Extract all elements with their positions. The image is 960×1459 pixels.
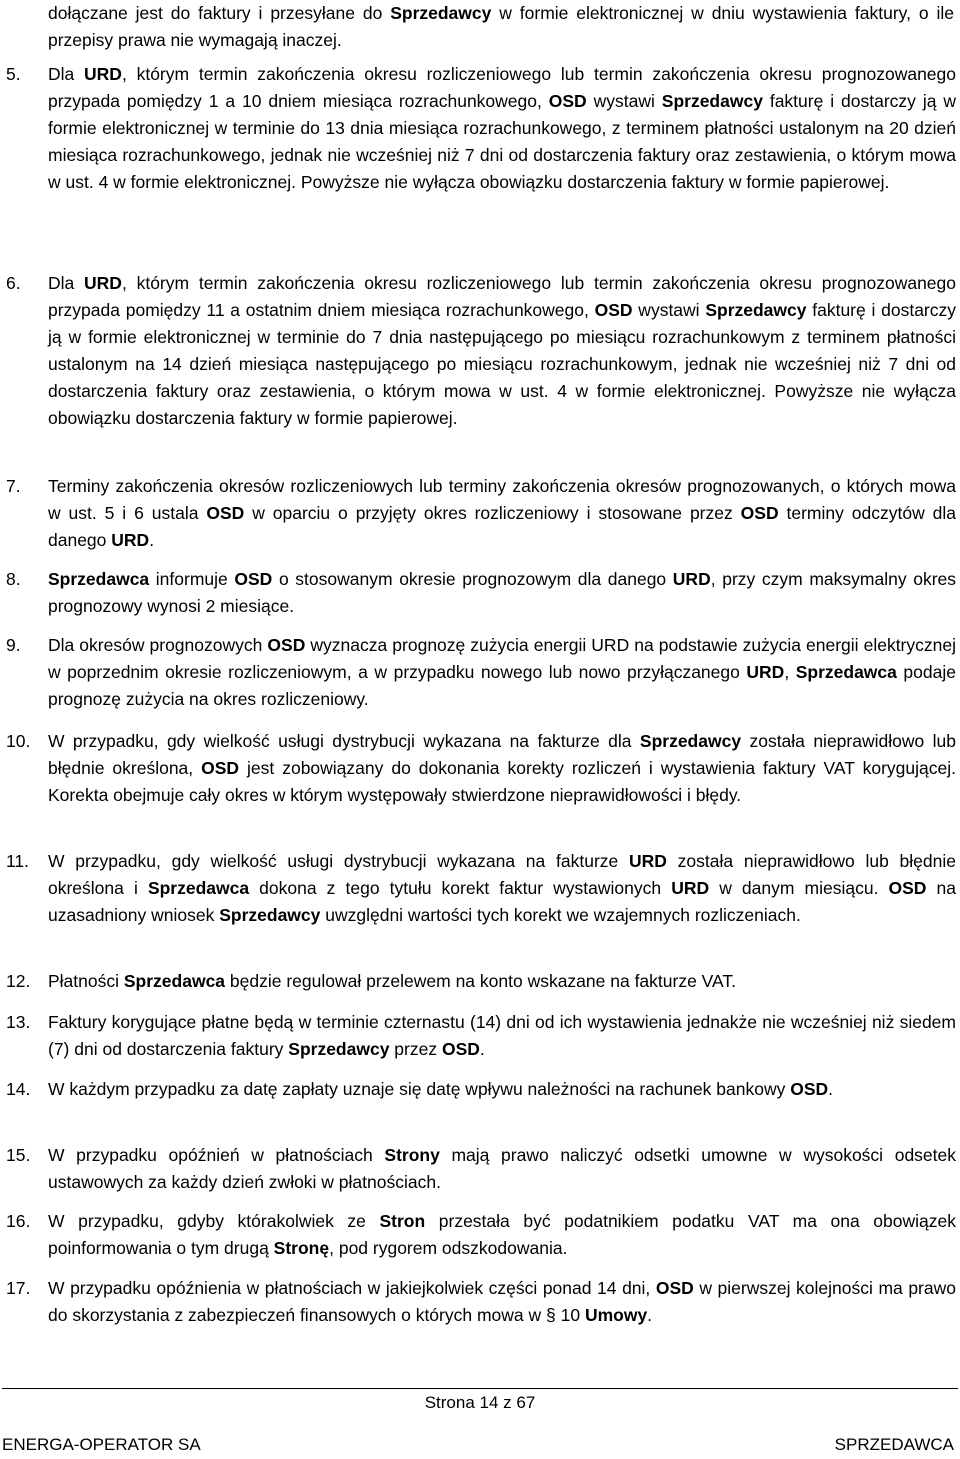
footer-divider: [2, 1388, 958, 1389]
item-number: 6.: [6, 273, 21, 293]
item-number: 7.: [6, 476, 21, 496]
bold-term: Sprzedawca: [48, 569, 150, 589]
list-item-7: [0, 473, 956, 554]
list-item-17: [0, 1275, 956, 1329]
item-number: 5.: [6, 64, 21, 84]
bold-term: Stronę: [273, 1238, 330, 1258]
item-number: 12.: [6, 971, 31, 991]
page-number: Strona 14 z 67: [424, 1393, 536, 1412]
item-number: 11.: [6, 851, 30, 871]
item-number: 8.: [6, 569, 21, 589]
item-text: W każdym przypadku za datę zapłaty uznaje się datę wpływu należności na rachunek bankowy OSD.: [48, 1079, 834, 1099]
item-text: Faktury korygujące płatne będą w terminie czternastu (14) dni od ich wystawienia jednakże nie wcześniej niż siedem (7) dni od dostarczenia faktury Sprzedawcy przez OSD.: [48, 1012, 956, 1059]
bold-term: OSD: [740, 503, 779, 523]
item-number: 16.: [6, 1211, 31, 1231]
item-text: Dla URD, którym termin zakończenia okresu rozliczeniowego lub termin zakończenia okresu prognozowanego przypada pomiędzy 1 a 10 dniem miesiąca rozrachunkowego, OSD wystawi Sprzedawcy fakturę i dostarczy ją w formie elektronicznej w terminie do 13 dnia miesiąca rozrachunkowego, z terminem płatności ustalonym na 20 dzień miesiąca rozrachunkowego, jednak nie wcześniej niż 7 dni od dostarczenia faktury oraz zestawienia, o którym mowa w ust. 4 w formie elektronicznej. Powyższe nie wyłącza obowiązku dostarczenia faktury w formie papierowej.: [48, 64, 956, 192]
bold-term: URD: [672, 569, 711, 589]
bold-term: URD: [746, 662, 785, 682]
bold-term: OSD: [234, 569, 273, 589]
item-text: Dla okresów prognozowych OSD wyznacza prognozę zużycia energii URD na podstawie zużycia energii elektrycznej w poprzednim okresie rozliczeniowym, a w przypadku nowego lub nowo przyłączanego URD, Sprzedawca podaje prognozę zużycia na okres rozliczeniowy.: [48, 635, 956, 709]
item-text: W przypadku, gdy wielkość usługi dystrybucji wykazana na fakturze dla Sprzedawcy została nieprawidłowo lub błędnie określona, OSD jest zobowiązany do dokonania korekty rozliczeń i wystawienia faktury VAT korygującej. Korekta obejmuje cały okres w którym występowały stwierdzone nieprawidłowości i błędy.: [48, 731, 956, 805]
footer-party: SPRZEDAWCA: [834, 1435, 954, 1454]
item-number: 9.: [6, 635, 21, 655]
bold-term: Sprzedawca: [795, 662, 897, 682]
bold-term: URD: [671, 878, 710, 898]
list-item-11: [0, 848, 956, 929]
item-text: W przypadku, gdyby którakolwiek ze Stron przestała być podatnikiem podatku VAT ma ona obowiązek poinformowania o tym drugą Stronę, pod rygorem odszkodowania.: [48, 1211, 957, 1258]
item-text: Terminy zakończenia okresów rozliczeniowych lub terminy zakończenia okresów prognozowanych, o których mowa w ust. 5 i 6 ustala OSD w oparciu o przyjęty okres rozliczeniowy i stosowane przez OSD terminy odczytów dla danego URD.: [48, 476, 956, 550]
bold-term: Sprzedawcy: [705, 300, 807, 320]
item-text: Sprzedawca informuje OSD o stosowanym okresie prognozowym dla danego URD, przy czym maksymalny okres prognozowy wynosi 2 miesiące.: [48, 569, 956, 616]
list-item-16: [0, 1208, 956, 1262]
intro-paragraph: dołączane jest do faktury i przesyłane do Sprzedawcy w formie elektronicznej w dniu wystawienia faktury, o ile przepisy prawa nie wymagają inaczej.: [48, 3, 954, 50]
item-number: 13.: [6, 1012, 31, 1032]
bold-term: Stron: [379, 1211, 426, 1231]
list-item-14: [0, 1076, 956, 1103]
item-text: Dla URD, którym termin zakończenia okresu rozliczeniowego lub termin zakończenia okresu prognozowanego przypada pomiędzy 11 a ostatnim dniem miesiąca rozrachunkowego, OSD wystawi Sprzedawcy fakturę i dostarczy ją w formie elektronicznej w terminie do 7 dnia następującego po miesiącu rozrachunkowym z terminem płatności ustalonym na 14 dzień miesiąca następującego po miesiącu rozrachunkowym, jednak nie wcześniej niż 7 dni od dostarczenia faktury oraz zestawienia, o którym mowa w ust. 4 w formie elektronicznej. Powyższe nie wyłącza obowiązku dostarczenia faktury w formie papierowej.: [48, 273, 956, 428]
bold-term: OSD: [206, 503, 245, 523]
list-item-9: [0, 632, 956, 713]
bold-term: OSD: [888, 878, 927, 898]
item-number: 17.: [6, 1278, 31, 1298]
bold-term: URD: [84, 64, 122, 84]
item-text: W przypadku, gdy wielkość usługi dystrybucji wykazana na fakturze URD została nieprawidłowo lub błędnie określona i Sprzedawca dokona z tego tytułu korekt faktur wystawionych URD w danym miesiącu. OSD na uzasadniony wniosek Sprzedawcy uwzględni wartości tych korekt we wzajemnych rozliczeniach.: [48, 851, 957, 925]
item-text: Płatności Sprzedawca będzie regulował przelewem na konto wskazane na fakturze VAT.: [48, 971, 737, 991]
list-item-8: [0, 566, 956, 620]
bold-term: Sprzedawca: [123, 971, 226, 991]
bold-term: Strony: [384, 1145, 440, 1165]
bold-term: OSD: [548, 91, 587, 111]
item-number: 10.: [6, 731, 31, 751]
bold-term: Sprzedawcy: [288, 1039, 390, 1059]
list-item-10: [0, 728, 956, 809]
bold-term: Sprzedawca: [147, 878, 250, 898]
list-item-5: [0, 61, 956, 196]
bold-term: Sprzedawcy: [661, 91, 763, 111]
footer-company: ENERGA-OPERATOR SA: [2, 1435, 201, 1454]
bold-term: Umowy: [584, 1305, 648, 1325]
item-text: W przypadku opóźnień w płatnościach Strony mają prawo naliczyć odsetki umowne w wysokości odsetek ustawowych za każdy dzień zwłoki w płatnościach.: [48, 1145, 956, 1192]
bold-term: OSD: [790, 1079, 829, 1099]
item-text: W przypadku opóźnienia w płatnościach w jakiejkolwiek części ponad 14 dni, OSD w pierwszej kolejności ma prawo do skorzystania z zabezpieczeń finansowych o których mowa w § 10 Umowy.: [48, 1278, 956, 1325]
item-number: 15.: [6, 1145, 31, 1165]
list-item-13: [0, 1009, 956, 1063]
bold-term: Sprzedawcy: [219, 905, 321, 925]
list-item-15: [0, 1142, 956, 1196]
bold-term: OSD: [441, 1039, 480, 1059]
bold-term: OSD: [267, 635, 306, 655]
bold-term: OSD: [594, 300, 633, 320]
list-item-12: [0, 968, 956, 995]
list-item-6: [0, 270, 956, 432]
bold-term: Sprzedawcy: [390, 3, 492, 23]
bold-term: URD: [84, 273, 122, 293]
item-number: 14.: [6, 1079, 31, 1099]
bold-term: OSD: [655, 1278, 694, 1298]
bold-term: Sprzedawcy: [639, 731, 742, 751]
bold-term: URD: [111, 530, 150, 550]
bold-term: OSD: [201, 758, 240, 778]
bold-term: URD: [629, 851, 667, 871]
